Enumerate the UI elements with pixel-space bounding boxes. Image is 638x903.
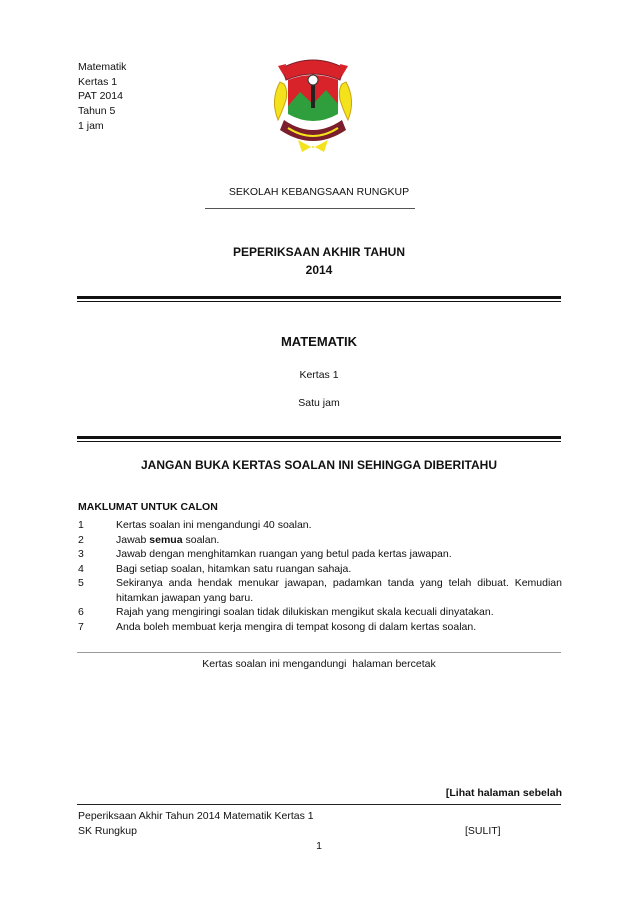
footer-exam-line: Peperiksaan Akhir Tahun 2014 Matematik Kertas 1 bbox=[78, 810, 314, 822]
pages-divider bbox=[77, 652, 561, 653]
list-item: 6 Rajah yang mengiringi soalan tidak dilukiskan mengikut skala kecuali dinyatakan. bbox=[78, 606, 494, 618]
header-meta bbox=[78, 60, 126, 133]
candidate-info-heading: MAKLUMAT UNTUK CALON bbox=[78, 501, 218, 513]
divider-thin-top bbox=[77, 301, 561, 302]
subject-title: MATEMATIK bbox=[280, 334, 358, 349]
school-underline bbox=[205, 208, 415, 209]
exam-title-line1: PEPERIKSAAN AKHIR TAHUN bbox=[232, 245, 405, 259]
footer-divider bbox=[77, 804, 561, 805]
divider-thick-bottom bbox=[77, 436, 561, 439]
meta-subject: Matematik bbox=[78, 61, 127, 73]
meta-exam: PAT 2014 bbox=[78, 90, 123, 103]
footer-school-line: SK Rungkup bbox=[78, 825, 137, 837]
school-crest-icon bbox=[268, 48, 358, 156]
exam-title-line2: 2014 bbox=[305, 263, 333, 277]
footer-classification: [SULIT] bbox=[465, 825, 501, 837]
meta-year: Tahun 5 bbox=[78, 105, 116, 118]
list-item: 7 Anda boleh membuat kerja mengira di tempat kosong di dalam kertas soalan. bbox=[78, 620, 477, 633]
meta-paper: Kertas 1 bbox=[78, 75, 118, 88]
candidate-info-list bbox=[78, 518, 562, 634]
duration-label: Satu jam bbox=[298, 397, 340, 409]
pages-note: Kertas soalan ini mengandungi halaman bercetak bbox=[202, 658, 436, 670]
list-item: 3 Jawab dengan menghitamkan ruangan yang betul pada kertas jawapan. bbox=[78, 548, 452, 560]
paper-label: Kertas 1 bbox=[299, 369, 339, 381]
divider-thin-bottom bbox=[77, 441, 561, 442]
list-item: 4 Bagi setiap soalan, hitamkan satu ruangan sahaja. bbox=[78, 562, 352, 575]
school-name: SEKOLAH KEBANGSAAN RUNGKUP bbox=[228, 186, 410, 198]
warning-text: JANGAN BUKA KERTAS SOALAN INI SEHINGGA DIBERITAHU bbox=[140, 458, 497, 472]
next-page-note: [Lihat halaman sebelah bbox=[445, 787, 562, 799]
exam-title bbox=[0, 243, 638, 279]
list-item: 2 Jawab semua soalan. bbox=[78, 533, 220, 546]
page-number: 1 bbox=[316, 840, 322, 852]
list-item: 5 Sekiranya anda hendak menukar jawapan, padamkan tanda yang telah dibuat. Kemudian hitamkan jawapan yang baru. bbox=[78, 577, 562, 604]
divider-thick-top bbox=[77, 296, 561, 299]
meta-duration: 1 jam bbox=[78, 119, 104, 132]
list-item: 1 Kertas soalan ini mengandungi 40 soalan. bbox=[78, 519, 312, 531]
